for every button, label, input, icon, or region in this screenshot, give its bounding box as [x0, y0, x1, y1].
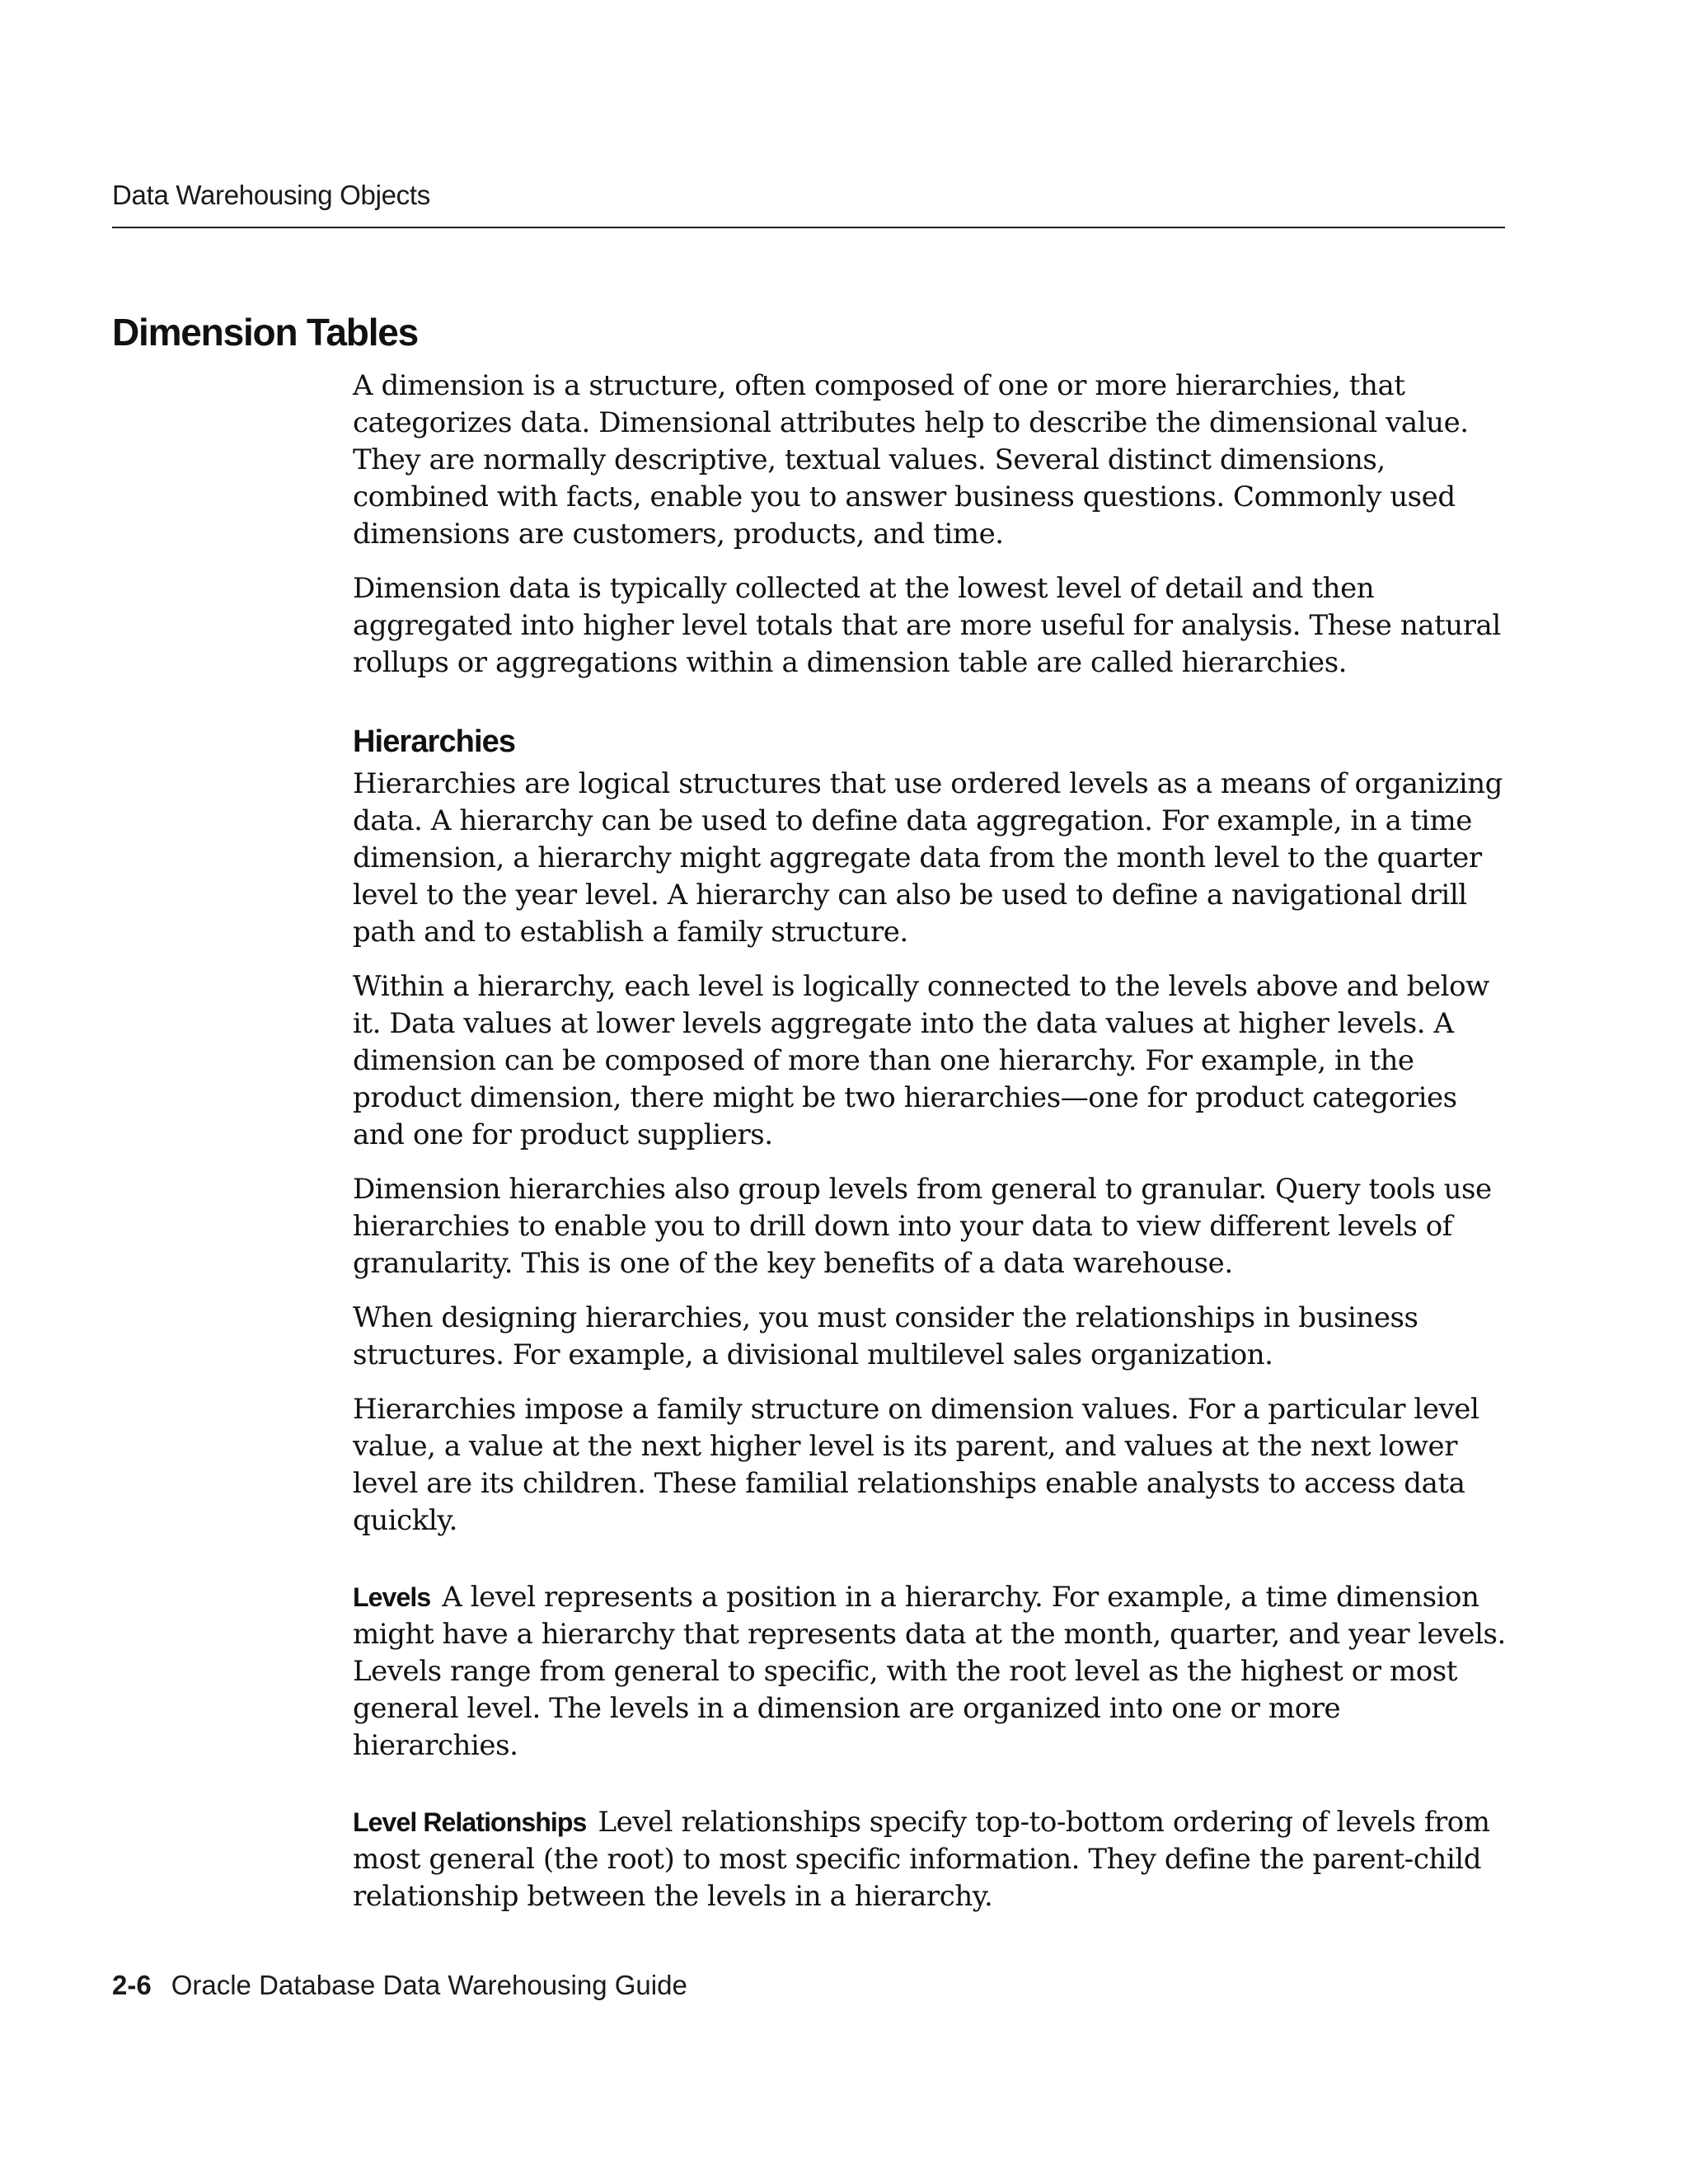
- levels-text: A level represents a position in a hierarchy. For example, a time dimension might have a hierarchy that represents data at the month, quarter, and year levels. Levels range from general to specific, with the root level as the highest or most general level. The levels in a dimension are organized into one or more hierarchies.: [353, 1581, 1506, 1762]
- paragraph-designing-hierarchies: When designing hierarchies, you must consider the relationships in business structures. For example, a divisional multilevel sales organization.: [353, 1301, 1418, 1371]
- level-relationships-paragraph: [353, 1804, 1507, 1915]
- levels-paragraph: [353, 1579, 1507, 1765]
- header-rule: [112, 227, 1505, 228]
- paragraph-hierarchies-definition: Hierarchies are logical structures that use ordered levels as a means of organizing data. A hierarchy can be used to define data aggregation. For example, in a time dimension, a hierarchy might aggregate data from the month level to the quarter level to the year level. A hierarchy can also be used to define a navigational drill path and to establish a family structure.: [353, 767, 1503, 949]
- paragraph-hierarchy-levels: Within a hierarchy, each level is logically connected to the levels above and below it. Data values at lower levels aggregate into the data values at higher levels. A dimension can be composed of more than one hierarchy. For example, in the product dimension, there might be two hierarchies—one for product categories and one for product suppliers.: [353, 970, 1489, 1151]
- level-relationships-heading: Level Relationships: [353, 1807, 587, 1837]
- paragraph-general-to-granular: Dimension hierarchies also group levels from general to granular. Query tools use hierarchies to enable you to drill down into your data to view different levels of granularity. This is one of the key benefits of a data warehouse.: [353, 1173, 1492, 1280]
- subsection-title-hierarchies: Hierarchies: [353, 724, 516, 759]
- paragraph-dimension-data: Dimension data is typically collected at the lowest level of detail and then aggregated into higher level totals that are more useful for analysis. These natural rollups or aggregations within a dimension table are called hierarchies.: [353, 572, 1501, 679]
- running-header: Data Warehousing Objects: [112, 180, 430, 210]
- page-number: 2-6: [112, 1970, 152, 2000]
- body-text: [353, 368, 1507, 1933]
- paragraph-family-structure: Hierarchies impose a family structure on dimension values. For a particular level value, a value at the next higher level is its parent, and values at the next lower level are its children. These familial relationships enable analysts to access data quickly.: [353, 1393, 1479, 1537]
- book-title: Oracle Database Data Warehousing Guide: [171, 1970, 687, 2000]
- page-footer: [112, 1970, 687, 2001]
- levels-heading: Levels: [353, 1582, 431, 1612]
- level-relationships-text: Level relationships specify top-to-bottom ordering of levels from most general (the root) to most specific information. They define the parent-child relationship between the levels in a hierarchy.: [353, 1806, 1490, 1913]
- paragraph-dimension-definition: A dimension is a structure, often composed of one or more hierarchies, that categorizes data. Dimensional attributes help to describe the dimensional value. They are normally descriptive, textual values. Several distinct dimensions, combined with facts, enable you to answer business questions. Commonly used dimensions are customers, products, and time.: [353, 369, 1469, 551]
- section-title: Dimension Tables: [112, 311, 419, 354]
